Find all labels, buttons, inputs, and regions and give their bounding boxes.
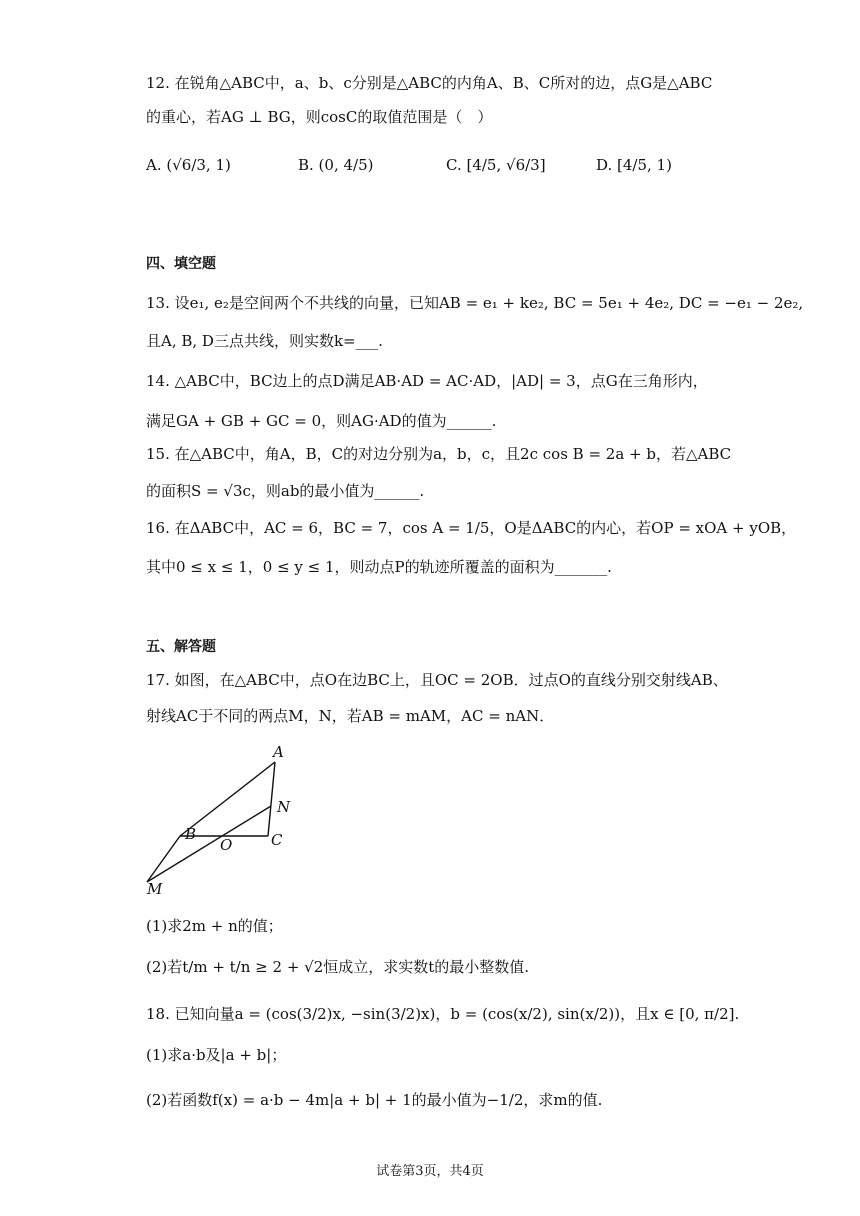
label-o: O — [220, 836, 233, 854]
q12-line1: 12. 在锐角△ABC中，a、b、c分别是△ABC的内角A、B、C所对的边，点G是△ABC — [146, 74, 713, 92]
q18-part2: (2)若函数f(x) = a·b − 4m|a + b| + 1的最小值为−1/2，求m的值. — [146, 1091, 603, 1109]
q17-part2: (2)若t/m + t/n ≥ 2 + √2恒成立，求实数t的最小整数值. — [146, 958, 530, 976]
segment-bm — [147, 836, 180, 882]
q16-line2: 其中0 ≤ x ≤ 1，0 ≤ y ≤ 1，则动点P的轨迹所覆盖的面积为_______. — [146, 558, 612, 576]
section4-heading: 四、填空题 — [146, 256, 216, 272]
page-footer: 试卷第3页，共4页 — [376, 1164, 484, 1179]
segment-mn — [147, 806, 271, 882]
q13-line1: 13. 设e₁, e₂是空间两个不共线的向量，已知AB = e₁ + ke₂, BC = 5e₁ + 4e₂, DC = −e₁ − 2e₂, — [146, 294, 804, 312]
q16-line1: 16. 在ΔABC中，AC = 6，BC = 7，cos A = 1/5，O是ΔABC的内心，若OP = xOA + yOB， — [146, 519, 797, 537]
label-m: M — [147, 880, 163, 898]
q17-triangle-figure — [140, 742, 310, 902]
q14-line1: 14. △ABC中，BC边上的点D满足AB·AD = AC·AD，|AD| = 3，点G在三角形内， — [146, 372, 708, 390]
label-n: N — [277, 798, 291, 816]
q12-option-c: C. [4/5, √6/3] — [446, 156, 546, 174]
section5-heading: 五、解答题 — [146, 639, 216, 655]
q12-line2: 的重心，若AG ⊥ BG，则cosC的取值范围是（ ） — [146, 108, 493, 126]
q12-option-d: D. [4/5, 1) — [596, 156, 672, 174]
q15-line2: 的面积S = √3c，则ab的最小值为______. — [146, 482, 425, 500]
q12-option-a: A. (√6/3, 1) — [146, 156, 231, 174]
segment-ac — [268, 762, 275, 836]
q12-option-b: B. (0, 4/5) — [298, 156, 374, 174]
q17-line2: 射线AC于不同的两点M，N，若AB = mAM，AC = nAN． — [146, 707, 555, 725]
q17-part1: (1)求2m + n的值； — [146, 917, 283, 935]
label-b: B — [185, 825, 197, 843]
q17-line1: 17. 如图，在△ABC中，点O在边BC上，且OC = 2OB．过点O的直线分别交射线AB、 — [146, 671, 728, 689]
q15-line1: 15. 在△ABC中，角A，B，C的对边分别为a，b，c，且2c cos B = 2a + b，若△ABC — [146, 445, 732, 463]
q13-line2: 且A, B, D三点共线，则实数k=___. — [146, 332, 383, 350]
label-c: C — [271, 831, 283, 849]
label-a: A — [273, 743, 284, 761]
q18-part1: (1)求a·b及|a + b|； — [146, 1046, 287, 1064]
q18-line1: 18. 已知向量a = (cos(3/2)x, −sin(3/2)x)，b = (cos(x/2), sin(x/2))，且x ∈ [0, π/2]. — [146, 1005, 740, 1023]
q14-line2: 满足GA + GB + GC = 0，则AG·AD的值为______. — [146, 412, 497, 430]
